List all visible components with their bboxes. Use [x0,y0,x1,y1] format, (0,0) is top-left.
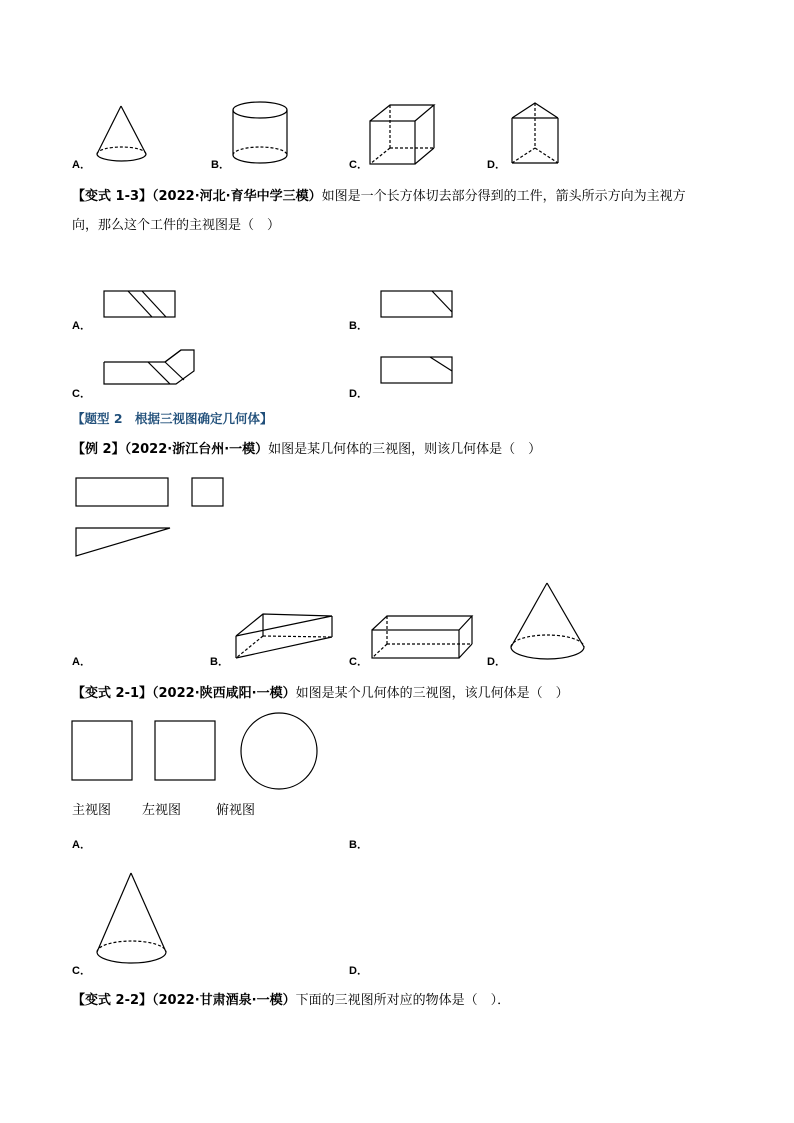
question-source: （2022·河北·育华中学三模） [152,189,322,204]
option-a-label: A． [72,320,91,332]
option-d-label: D． [349,965,368,977]
option-c-label: C． [349,159,368,171]
side-view [155,721,215,780]
three-view-figure [74,476,234,560]
option-b-label: B． [349,320,368,332]
question-text: 如图是一个长方体切去部分得到的工件，箭头所示方向为主视方 [321,189,686,204]
view-label-side: 左视图 [142,803,182,818]
option-c-label: C． [349,656,368,668]
front-view-option-a [103,290,177,320]
front-view-option-b [380,290,454,320]
question-1-3-line2: 向，那么这个工件的主视图是（ ） [72,218,281,233]
option-d-label: D． [487,656,506,668]
cone-icon [94,870,172,968]
question-tag: 【变式 1-3】 [72,189,153,204]
option-a-label: A． [72,656,91,668]
question-source: （2022·陕西咸阳·一模） [152,686,296,701]
triangular-prism-icon [508,100,564,168]
question-source: （2022·浙江台州·一模） [124,442,269,457]
example-2-line [72,441,541,459]
triangular-prism-icon [233,612,335,662]
question-tag: 【变式 2-2】 [72,993,153,1008]
question-source: （2022·甘肃酒泉·一模） [152,993,296,1008]
option-c-label: C． [72,965,91,977]
top-view [76,528,170,556]
option-b-label: B． [349,839,368,851]
option-b-label: B． [210,656,229,668]
top-view [241,713,317,789]
side-view [192,478,223,506]
question-tag: 【例 2】 [72,442,125,457]
cone-icon [508,580,588,664]
view-label-top: 俯视图 [216,803,256,818]
rectangular-prism-icon [370,614,476,662]
question-2-2-line [72,992,510,1010]
front-view-option-c [103,349,197,389]
question-1-3-line1 [72,188,686,206]
question-tag: 【变式 2-1】 [72,686,153,701]
view-label-front: 主视图 [72,803,112,818]
option-a-label: A． [72,839,91,851]
question-text: 下面的三视图所对应的物体是（ ）． [295,993,511,1008]
front-view-option-d [380,356,454,386]
cone-icon [92,104,152,166]
option-b-label: B． [211,159,230,171]
question-text: 如图是某个几何体的三视图，该几何体是（ ） [295,686,569,701]
question-text: 如图是某几何体的三视图，则该几何体是（ ） [268,442,542,457]
three-view-figure [71,711,321,783]
option-c-label: C． [72,388,91,400]
cube-icon [368,102,438,168]
cylinder-icon [230,100,292,168]
front-view [72,721,132,780]
question-2-1-line [72,685,569,703]
front-view [76,478,168,506]
option-d-label: D． [349,388,368,400]
section-title: 【题型 2 根据三视图确定几何体】 [72,411,273,426]
option-d-label: D． [487,159,506,171]
option-a-label: A． [72,159,91,171]
